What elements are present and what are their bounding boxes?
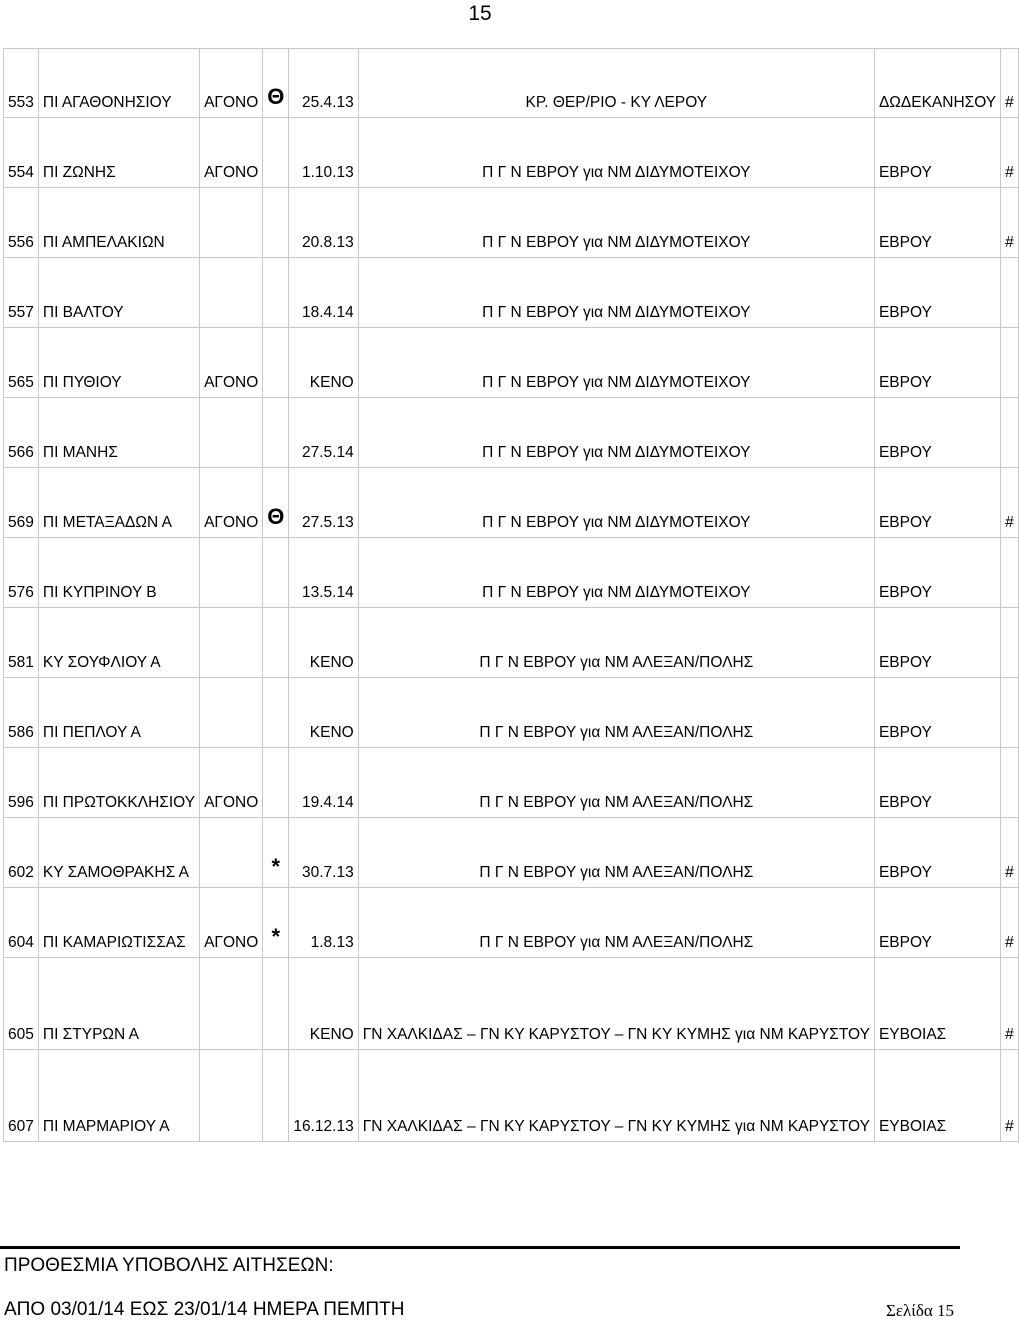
unit-type: ΑΓΟΝΟ <box>204 164 259 181</box>
table-row <box>3 748 1019 818</box>
unit-sign: * <box>271 924 281 949</box>
unit-sign-cell <box>263 748 289 818</box>
position-number: 596 <box>8 794 34 811</box>
authority-cell <box>359 748 875 818</box>
prefecture-cell <box>875 748 1001 818</box>
mark-symbol-cell <box>1001 538 1019 608</box>
table-row <box>3 468 1019 538</box>
table-row <box>3 1050 1019 1142</box>
vacancy-date-cell <box>289 258 358 328</box>
prefecture-cell <box>875 258 1001 328</box>
position-number-cell <box>3 748 39 818</box>
unit-name-cell <box>39 48 200 118</box>
prefecture-cell <box>875 608 1001 678</box>
vacancy-date-cell <box>289 818 358 888</box>
unit-name-cell <box>39 958 200 1050</box>
mark-symbol-cell <box>1001 328 1019 398</box>
unit-sign: Θ <box>267 84 285 109</box>
mark-symbol-cell <box>1001 888 1019 958</box>
unit-name-cell <box>39 1050 200 1142</box>
table-row <box>3 818 1019 888</box>
authority-cell <box>359 188 875 258</box>
mark-symbol: # <box>1005 94 1014 111</box>
unit-name-cell <box>39 258 200 328</box>
mark-symbol: # <box>1005 234 1014 251</box>
unit-type-cell <box>200 118 263 188</box>
authority: ΓΝ ΧΑΛΚΙΔΑΣ – ΓΝ ΚΥ ΚΑΡΥΣΤΟΥ – ΓΝ ΚΥ ΚΥΜΗΣ για ΝΜ ΚΑΡΥΣΤΟΥ <box>362 1118 870 1135</box>
authority-cell <box>359 538 875 608</box>
mark-symbol: # <box>1005 1026 1014 1043</box>
unit-name-cell <box>39 538 200 608</box>
authority-cell <box>359 328 875 398</box>
unit-name-cell <box>39 888 200 958</box>
authority: Π Γ Ν ΕΒΡΟΥ για ΝΜ ΔΙΔΥΜΟΤΕΙΧΟΥ <box>482 234 751 251</box>
prefecture-cell <box>875 958 1001 1050</box>
unit-name-cell <box>39 188 200 258</box>
unit-name: ΚΥ ΣΟΥΦΛΙΟΥ Α <box>42 654 161 671</box>
unit-type-cell <box>200 818 263 888</box>
vacancy-date: 18.4.14 <box>302 304 354 321</box>
position-number-cell <box>3 1050 39 1142</box>
table-row <box>3 398 1019 468</box>
authority: Π Γ Ν ΕΒΡΟΥ για ΝΜ ΔΙΔΥΜΟΤΕΙΧΟΥ <box>482 164 751 181</box>
unit-name: ΚΥ ΣΑΜΟΘΡΑΚΗΣ Α <box>42 864 189 881</box>
unit-sign-cell <box>263 1050 289 1142</box>
authority-cell <box>359 118 875 188</box>
mark-symbol-cell <box>1001 958 1019 1050</box>
unit-name: ΠΙ ΒΑΛΤΟΥ <box>42 304 124 321</box>
prefecture-cell <box>875 888 1001 958</box>
vacancy-date: 19.4.14 <box>302 794 354 811</box>
mark-symbol: # <box>1005 164 1014 181</box>
unit-sign-cell <box>263 678 289 748</box>
vacancy-date-cell <box>289 118 358 188</box>
authority: Π Γ Ν ΕΒΡΟΥ για ΝΜ ΑΛΕΞΑΝ/ΠΟΛΗΣ <box>479 724 754 741</box>
unit-type-cell <box>200 888 263 958</box>
vacancy-date-cell <box>289 888 358 958</box>
unit-name-cell <box>39 818 200 888</box>
unit-type-cell <box>200 958 263 1050</box>
table-row <box>3 118 1019 188</box>
mark-symbol-cell <box>1001 258 1019 328</box>
authority-cell <box>359 608 875 678</box>
position-number-cell <box>3 48 39 118</box>
footer-bottom <box>4 1299 954 1321</box>
vacancy-date-cell <box>289 398 358 468</box>
unit-name-cell <box>39 398 200 468</box>
position-number-cell <box>3 678 39 748</box>
position-number-cell <box>3 958 39 1050</box>
vacancy-date: 13.5.14 <box>302 584 354 601</box>
vacancy-date-cell <box>289 538 358 608</box>
position-number: 576 <box>8 584 34 601</box>
mark-symbol-cell <box>1001 748 1019 818</box>
unit-type-cell <box>200 258 263 328</box>
vacancy-date: 25.4.13 <box>302 94 354 111</box>
authority: Π Γ Ν ΕΒΡΟΥ για ΝΜ ΑΛΕΞΑΝ/ΠΟΛΗΣ <box>479 934 754 951</box>
unit-type: ΑΓΟΝΟ <box>204 514 259 531</box>
unit-type-cell <box>200 608 263 678</box>
table-row <box>3 328 1019 398</box>
vacancy-date-cell <box>289 678 358 748</box>
authority: Π Γ Ν ΕΒΡΟΥ για ΝΜ ΑΛΕΞΑΝ/ΠΟΛΗΣ <box>479 864 754 881</box>
position-number: 553 <box>8 94 34 111</box>
prefecture-cell <box>875 538 1001 608</box>
unit-sign-cell <box>263 538 289 608</box>
unit-sign-cell <box>263 398 289 468</box>
prefecture: ΔΩΔΕΚΑΝΗΣΟΥ <box>878 94 997 111</box>
unit-type-cell <box>200 328 263 398</box>
unit-type-cell <box>200 678 263 748</box>
position-number: 586 <box>8 724 34 741</box>
unit-name: ΠΙ ΖΩΝΗΣ <box>42 164 116 181</box>
authority-cell <box>359 468 875 538</box>
table-row <box>3 608 1019 678</box>
position-number-cell <box>3 888 39 958</box>
vacancy-date-cell <box>289 958 358 1050</box>
table-row <box>3 258 1019 328</box>
authority: ΚΡ. ΘΕΡ/ΡΙΟ - ΚΥ ΛΕΡΟΥ <box>525 94 708 111</box>
prefecture-cell <box>875 818 1001 888</box>
authority: Π Γ Ν ΕΒΡΟΥ για ΝΜ ΑΛΕΞΑΝ/ΠΟΛΗΣ <box>479 654 754 671</box>
position-number-cell <box>3 188 39 258</box>
unit-name: ΠΙ ΠΥΘΙΟΥ <box>42 374 122 391</box>
prefecture: ΕΒΡΟΥ <box>878 444 932 461</box>
unit-name-cell <box>39 118 200 188</box>
authority-cell <box>359 48 875 118</box>
positions-table <box>3 48 1019 1142</box>
unit-name: ΠΙ ΚΑΜΑΡΙΩΤΙΣΣΑΣ <box>42 934 186 951</box>
authority: Π Γ Ν ΕΒΡΟΥ για ΝΜ ΑΛΕΞΑΝ/ΠΟΛΗΣ <box>479 794 754 811</box>
unit-sign-cell <box>263 118 289 188</box>
position-number-cell <box>3 328 39 398</box>
unit-sign: Θ <box>267 504 285 529</box>
authority-cell <box>359 958 875 1050</box>
position-number-cell <box>3 118 39 188</box>
unit-type-cell <box>200 468 263 538</box>
vacancy-date: ΚΕΝΟ <box>309 654 354 671</box>
unit-type-cell <box>200 398 263 468</box>
prefecture: ΕΒΡΟΥ <box>878 794 932 811</box>
vacancy-date: 30.7.13 <box>302 864 354 881</box>
position-number-cell <box>3 538 39 608</box>
unit-type: ΑΓΟΝΟ <box>204 374 259 391</box>
unit-name-cell <box>39 468 200 538</box>
table-row <box>3 538 1019 608</box>
position-number: 605 <box>8 1026 34 1043</box>
unit-sign-cell <box>263 958 289 1050</box>
unit-name: ΠΙ ΣΤΥΡΩΝ Α <box>42 1026 139 1043</box>
prefecture: ΕΒΡΟΥ <box>878 864 932 881</box>
authority: Π Γ Ν ΕΒΡΟΥ για ΝΜ ΔΙΔΥΜΟΤΕΙΧΟΥ <box>482 584 751 601</box>
prefecture: ΕΒΡΟΥ <box>878 654 932 671</box>
mark-symbol-cell <box>1001 188 1019 258</box>
prefecture: ΕΥΒΟΙΑΣ <box>878 1118 947 1135</box>
unit-type-cell <box>200 748 263 818</box>
prefecture: ΕΒΡΟΥ <box>878 164 932 181</box>
prefecture: ΕΒΡΟΥ <box>878 234 932 251</box>
position-number: 557 <box>8 304 34 321</box>
vacancy-date: 27.5.14 <box>302 444 354 461</box>
vacancy-date: ΚΕΝΟ <box>309 1026 354 1043</box>
unit-sign-cell <box>263 328 289 398</box>
prefecture-cell <box>875 398 1001 468</box>
mark-symbol: # <box>1005 514 1014 531</box>
unit-name: ΠΙ ΚΥΠΡΙΝΟΥ Β <box>42 584 157 601</box>
unit-name-cell <box>39 328 200 398</box>
vacancy-date: 16.12.13 <box>293 1118 354 1135</box>
unit-type-cell <box>200 188 263 258</box>
authority: Π Γ Ν ΕΒΡΟΥ για ΝΜ ΔΙΔΥΜΟΤΕΙΧΟΥ <box>482 514 751 531</box>
footer-title: ΠΡΟΘΕΣΜΙΑ ΥΠΟΒΟΛΗΣ ΑΙΤΗΣΕΩΝ: <box>4 1255 334 1276</box>
prefecture: ΕΒΡΟΥ <box>878 514 932 531</box>
position-number: 556 <box>8 234 34 251</box>
unit-sign-cell <box>263 48 289 118</box>
position-number: 581 <box>8 654 34 671</box>
position-number: 607 <box>8 1118 34 1135</box>
vacancy-date-cell <box>289 608 358 678</box>
table-row <box>3 678 1019 748</box>
vacancy-date-cell <box>289 748 358 818</box>
mark-symbol-cell <box>1001 678 1019 748</box>
unit-sign: * <box>271 854 281 879</box>
unit-sign-cell <box>263 258 289 328</box>
position-number: 554 <box>8 164 34 181</box>
unit-type: ΑΓΟΝΟ <box>204 794 259 811</box>
authority: Π Γ Ν ΕΒΡΟΥ για ΝΜ ΔΙΔΥΜΟΤΕΙΧΟΥ <box>482 444 751 461</box>
authority-cell <box>359 258 875 328</box>
position-number: 566 <box>8 444 34 461</box>
position-number: 604 <box>8 934 34 951</box>
unit-name: ΠΙ ΜΑΡΜΑΡΙΟΥ Α <box>42 1118 170 1135</box>
vacancy-date: 1.10.13 <box>302 164 354 181</box>
authority: ΓΝ ΧΑΛΚΙΔΑΣ – ΓΝ ΚΥ ΚΑΡΥΣΤΟΥ – ΓΝ ΚΥ ΚΥΜΗΣ για ΝΜ ΚΑΡΥΣΤΟΥ <box>362 1026 870 1043</box>
prefecture-cell <box>875 188 1001 258</box>
footer-dates: ΑΠΟ 03/01/14 ΕΩΣ 23/01/14 ΗΜΕΡΑ ΠΕΜΠΤΗ <box>4 1299 405 1320</box>
vacancy-date-cell <box>289 328 358 398</box>
position-number: 569 <box>8 514 34 531</box>
footer-divider <box>0 1246 960 1249</box>
prefecture-cell <box>875 1050 1001 1142</box>
unit-sign-cell <box>263 468 289 538</box>
authority-cell <box>359 398 875 468</box>
mark-symbol-cell <box>1001 468 1019 538</box>
unit-type: ΑΓΟΝΟ <box>204 934 259 951</box>
position-number-cell <box>3 818 39 888</box>
unit-sign-cell <box>263 188 289 258</box>
page-number: 15 <box>468 2 492 25</box>
authority: Π Γ Ν ΕΒΡΟΥ για ΝΜ ΔΙΔΥΜΟΤΕΙΧΟΥ <box>482 374 751 391</box>
prefecture-cell <box>875 48 1001 118</box>
position-number: 565 <box>8 374 34 391</box>
unit-name: ΠΙ ΠΡΩΤΟΚΚΛΗΣΙΟΥ <box>42 794 196 811</box>
unit-name: ΠΙ ΑΓΑΘΟΝΗΣΙΟΥ <box>42 94 172 111</box>
mark-symbol-cell <box>1001 608 1019 678</box>
table-row <box>3 188 1019 258</box>
unit-name: ΠΙ ΜΕΤΑΞΑΔΩΝ Α <box>42 514 172 531</box>
vacancy-date-cell <box>289 188 358 258</box>
unit-type-cell <box>200 538 263 608</box>
mark-symbol: # <box>1005 1118 1014 1135</box>
unit-name: ΠΙ ΑΜΠΕΛΑΚΙΩΝ <box>42 234 165 251</box>
prefecture: ΕΒΡΟΥ <box>878 934 932 951</box>
authority-cell <box>359 678 875 748</box>
unit-name: ΠΙ ΠΕΠΛΟΥ Α <box>42 724 141 741</box>
prefecture: ΕΒΡΟΥ <box>878 584 932 601</box>
prefecture: ΕΒΡΟΥ <box>878 304 932 321</box>
mark-symbol-cell <box>1001 118 1019 188</box>
unit-type-cell <box>200 48 263 118</box>
mark-symbol-cell <box>1001 48 1019 118</box>
authority: Π Γ Ν ΕΒΡΟΥ για ΝΜ ΔΙΔΥΜΟΤΕΙΧΟΥ <box>482 304 751 321</box>
vacancy-date-cell <box>289 48 358 118</box>
position-number-cell <box>3 258 39 328</box>
unit-name: ΠΙ ΜΑΝΗΣ <box>42 444 118 461</box>
mark-symbol-cell <box>1001 398 1019 468</box>
unit-type: ΑΓΟΝΟ <box>204 94 259 111</box>
position-number-cell <box>3 468 39 538</box>
authority-cell <box>359 1050 875 1142</box>
prefecture: ΕΒΡΟΥ <box>878 374 932 391</box>
prefecture-cell <box>875 118 1001 188</box>
vacancy-date: 20.8.13 <box>302 234 354 251</box>
unit-type-cell <box>200 1050 263 1142</box>
prefecture-cell <box>875 328 1001 398</box>
position-number-cell <box>3 608 39 678</box>
vacancy-date: ΚΕΝΟ <box>309 374 354 391</box>
mark-symbol-cell <box>1001 818 1019 888</box>
unit-name-cell <box>39 608 200 678</box>
mark-symbol: # <box>1005 934 1014 951</box>
prefecture: ΕΥΒΟΙΑΣ <box>878 1026 947 1043</box>
unit-sign-cell <box>263 608 289 678</box>
mark-symbol: # <box>1005 864 1014 881</box>
footer-page-label: Σελίδα 15 <box>885 1301 954 1320</box>
prefecture: ΕΒΡΟΥ <box>878 724 932 741</box>
authority-cell <box>359 888 875 958</box>
position-number-cell <box>3 398 39 468</box>
vacancy-date: 1.8.13 <box>310 934 354 951</box>
vacancy-date: 27.5.13 <box>302 514 354 531</box>
table-row <box>3 888 1019 958</box>
prefecture-cell <box>875 468 1001 538</box>
table-row <box>3 48 1019 118</box>
unit-name-cell <box>39 748 200 818</box>
table-row <box>3 958 1019 1050</box>
unit-sign-cell <box>263 888 289 958</box>
vacancy-date-cell <box>289 1050 358 1142</box>
authority-cell <box>359 818 875 888</box>
unit-sign-cell <box>263 818 289 888</box>
unit-name-cell <box>39 678 200 748</box>
vacancy-date: ΚΕΝΟ <box>309 724 354 741</box>
positions-table-body <box>3 48 1019 1142</box>
prefecture-cell <box>875 678 1001 748</box>
vacancy-date-cell <box>289 468 358 538</box>
position-number: 602 <box>8 864 34 881</box>
mark-symbol-cell <box>1001 1050 1019 1142</box>
